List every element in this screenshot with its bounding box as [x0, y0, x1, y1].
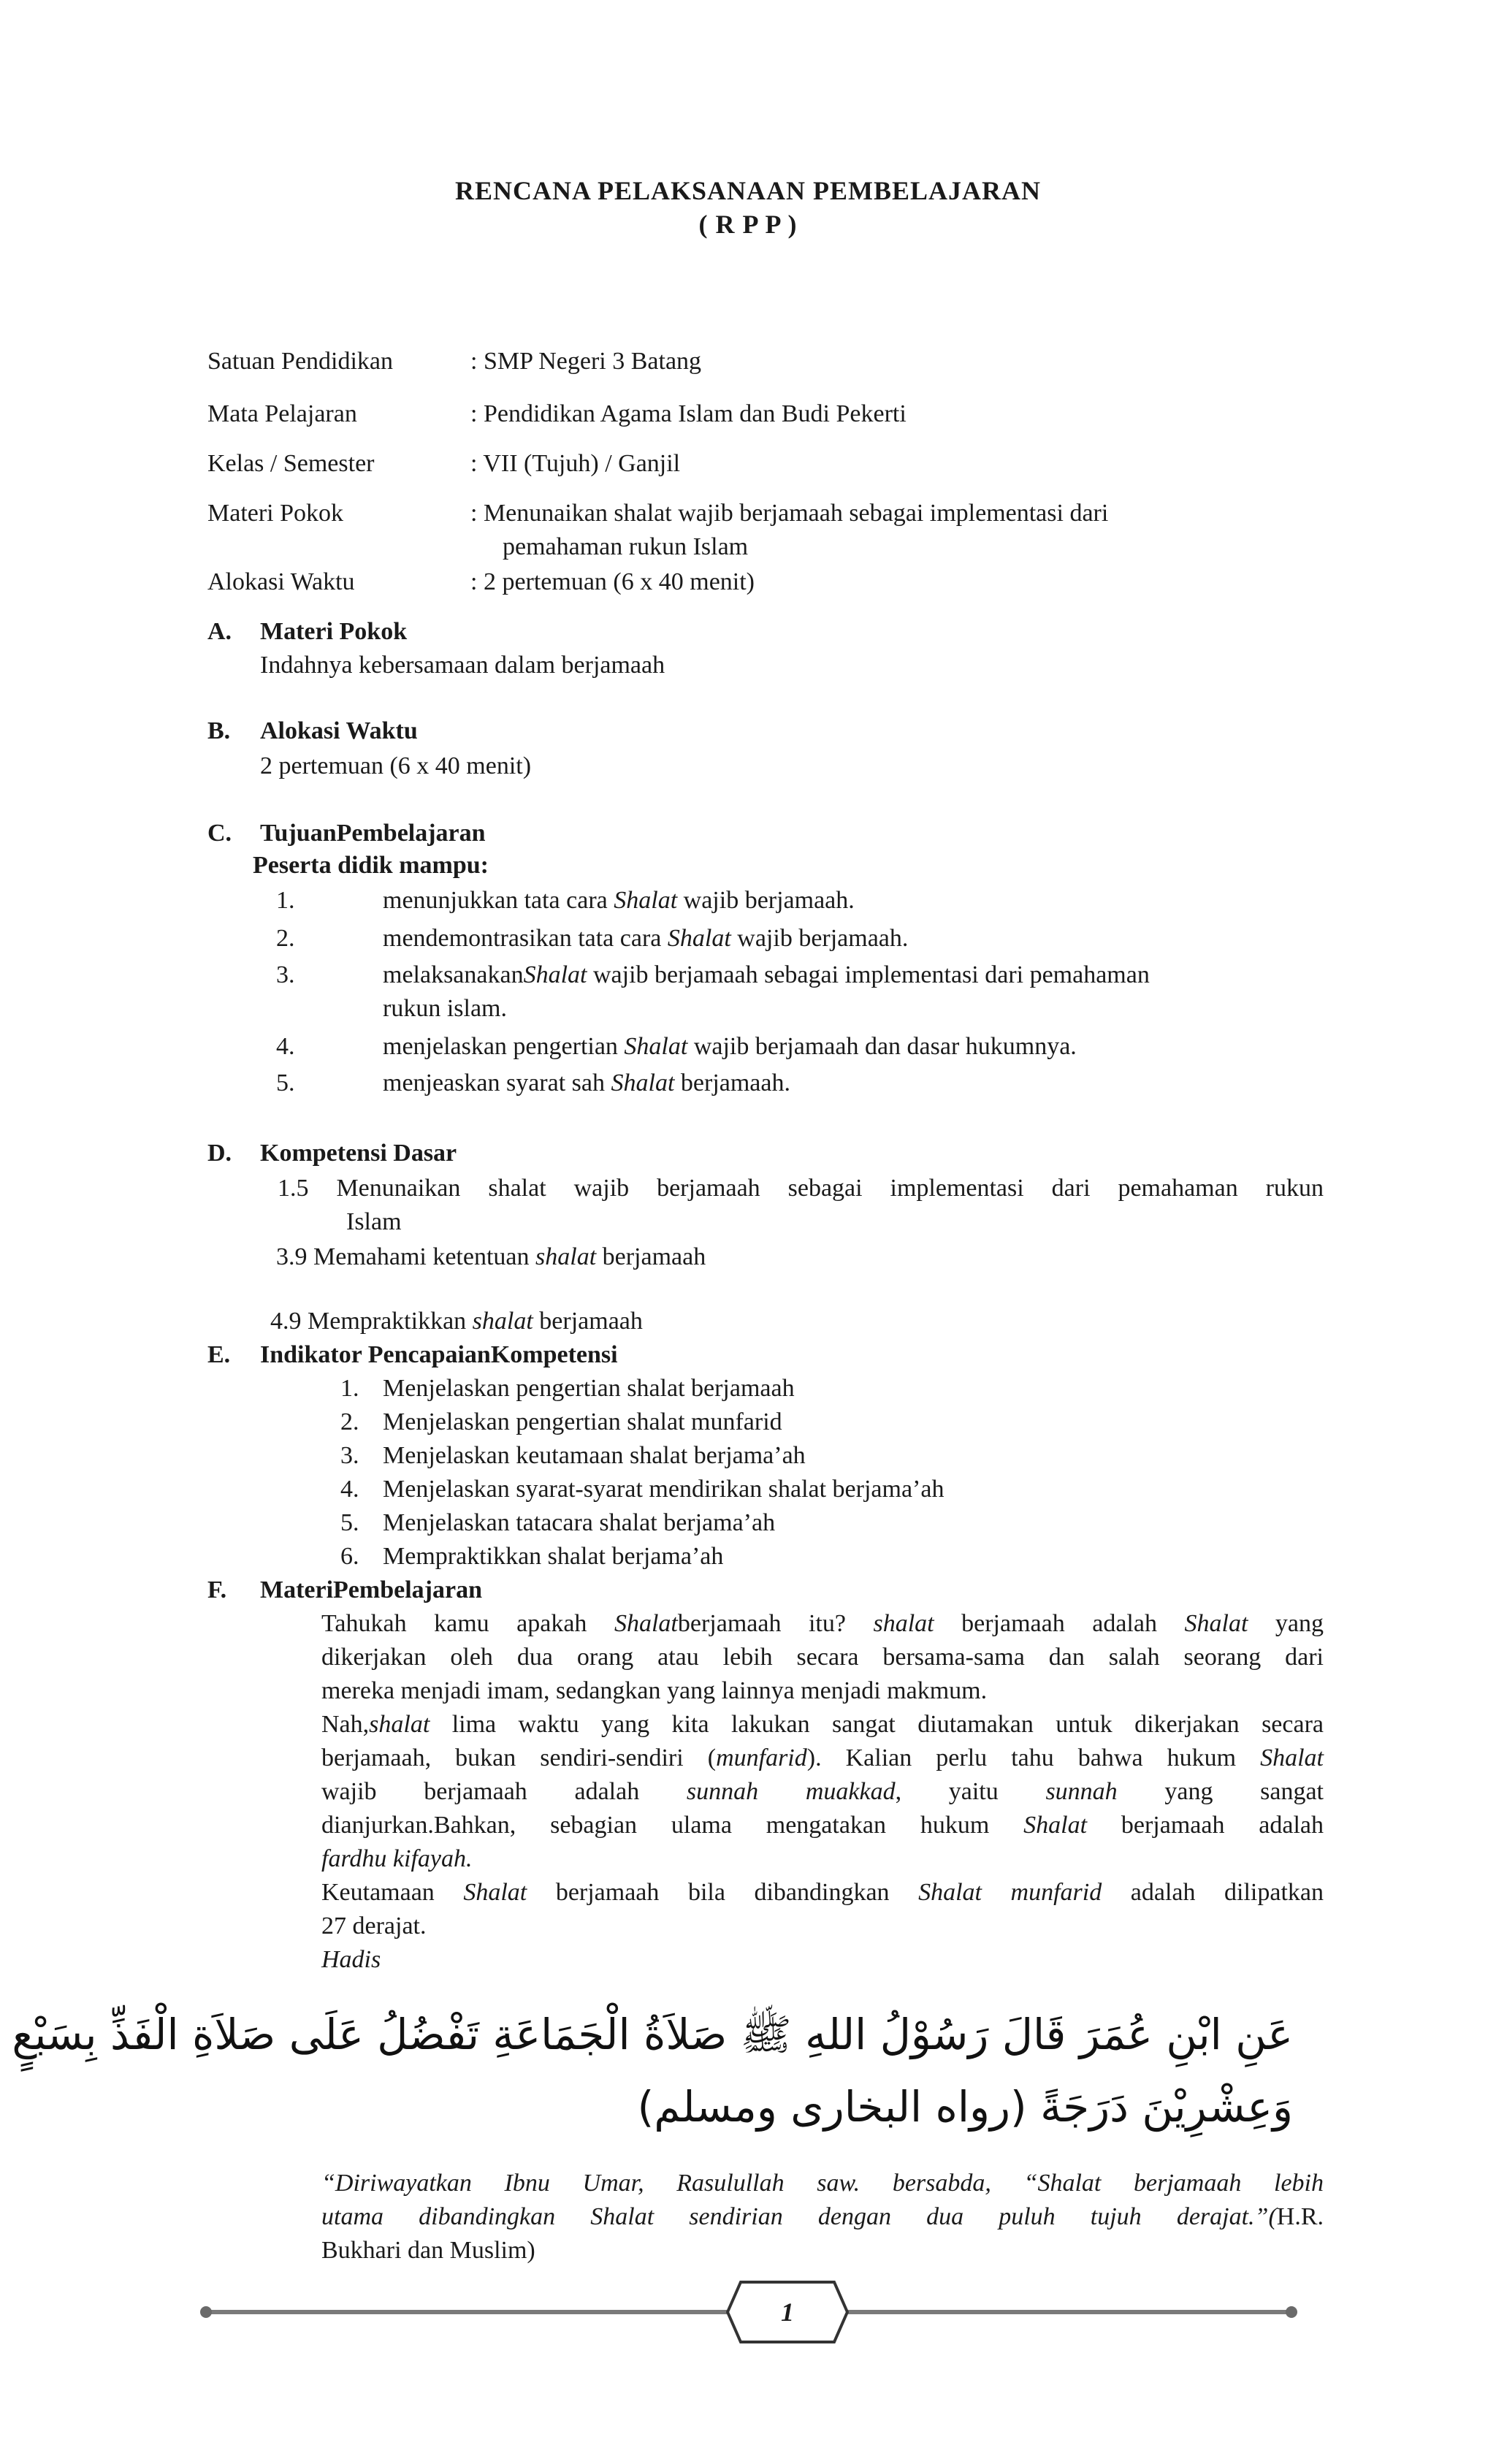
list-item: Menjelaskan keutamaan shalat berjama’ah [383, 1442, 806, 1469]
list-number: 2. [340, 1408, 359, 1435]
section-c-marker: C. [207, 820, 232, 847]
list-number: 5. [276, 1069, 295, 1096]
list-item: Mempraktikkan shalat berjama’ah [383, 1543, 724, 1570]
list-item: mendemontrasikan tata cara Shalat wajib berjamaah. [383, 925, 909, 952]
kd-item-continued: Islam [346, 1208, 402, 1235]
kd-item: 3.9 Memahami ketentuan shalat berjamaah [276, 1243, 706, 1270]
list-number: 1. [276, 887, 295, 914]
hadith-translation: “Diriwayatkan Ibnu Umar, Rasulullah saw. bersabda, “Shalat berjamaah lebih utama dibandingkan Shalat sendirian dengan dua puluh tujuh derajat.”(H.R. Bukhari dan Muslim) [321, 2170, 1324, 2264]
materi-paragraph-1: Tahukah kamu apakah Shalatberjamaah itu? shalat berjamaah adalah Shalat yang dikerjakan oleh dua orang atau lebih secara bersama-sama dan salah seorang dari mereka menjadi imam, sedangkan yang lainnya menjadi makmum. [321, 1610, 1324, 1704]
hadith-arabic-text [12, 2002, 1293, 2155]
section-e-marker: E. [207, 1341, 231, 1368]
list-number: 6. [340, 1543, 359, 1570]
list-number: 3. [340, 1442, 359, 1469]
list-item: menjelaskan pengertian Shalat wajib berjamaah dan dasar hukumnya. [383, 1033, 1077, 1060]
identity-value-continued: pemahaman rukun Islam [503, 533, 749, 560]
hadith-arabic-line: وَعِشْرِيْنَ دَرَجَةً (رواه البخارى ومسلم) [637, 2082, 1293, 2132]
section-f-heading: MateriPembelajaran [260, 1576, 482, 1603]
identity-value: : VII (Tujuh) / Ganjil [470, 450, 681, 477]
list-number: 1. [340, 1375, 359, 1402]
identity-value: : Menunaikan shalat wajib berjamaah sebagai implementasi dari [470, 500, 1109, 527]
section-c-heading: TujuanPembelajaran [260, 820, 486, 847]
section-a-text: Indahnya kebersamaan dalam berjamaah [260, 652, 665, 679]
list-number: 4. [340, 1476, 359, 1503]
section-a-heading: Materi Pokok [260, 618, 408, 645]
section-b-heading: Alokasi Waktu [260, 717, 418, 744]
section-b-text: 2 pertemuan (6 x 40 menit) [260, 752, 532, 779]
footer-rule-end [200, 2306, 212, 2318]
identity-value: : Pendidikan Agama Islam dan Budi Pekerti [470, 400, 907, 427]
list-item: menjeaskan syarat sah Shalat berjamaah. [383, 1069, 790, 1096]
section-f-marker: F. [207, 1576, 227, 1603]
list-item: melaksanakanShalat wajib berjamaah sebagai implementasi dari pemahaman [383, 961, 1150, 988]
document-title: RENCANA PELAKSANAAN PEMBELAJARAN [454, 176, 1042, 205]
list-number: 5. [340, 1509, 359, 1536]
page-number: 1 [781, 2297, 794, 2327]
identity-label: Kelas / Semester [207, 450, 375, 477]
section-c-subheading: Peserta didik mampu: [253, 852, 489, 879]
section-d-marker: D. [207, 1140, 232, 1167]
kd-item: 1.5 Menunaikan shalat wajib berjamaah sebagai implementasi dari pemahaman rukun [278, 1175, 1324, 1202]
list-item: menunjukkan tata cara Shalat wajib berjamaah. [383, 887, 855, 914]
section-e-heading: Indikator PencapaianKompetensi [260, 1341, 618, 1368]
identity-value: : SMP Negeri 3 Batang [470, 348, 702, 375]
hadith-arabic-line: عَنِ ابْنِ عُمَرَ قَالَ رَسُوْلُ اللهِ ﷺ صَلاَةُ الْجَمَاعَةِ تَفْضُلُ عَلَى صَلاَةِ الْفَذِّ بِسَبْعٍ [12, 2010, 1293, 2059]
list-item: Menjelaskan pengertian shalat berjamaah [383, 1375, 795, 1402]
materi-paragraph-2: Nah,shalat lima waktu yang kita lakukan sangat diutamakan untuk dikerjakan secara berjamaah, bukan sendiri-sendiri (munfarid). Kalian perlu tahu bahwa hukum Shalat wajib berjamaah adalah sunnah muakkad, yaitu sunnah yang sangat dianjurkan.Bahkan, sebagian ulama mengatakan hukum Shalat berjamaah adalah fardhu kifayah. [321, 1711, 1324, 1872]
footer-rule-end [1286, 2306, 1297, 2318]
section-b-marker: B. [207, 717, 231, 744]
section-d-heading: Kompetensi Dasar [260, 1140, 457, 1167]
identity-value: : 2 pertemuan (6 x 40 menit) [470, 568, 755, 595]
identity-label: Mata Pelajaran [207, 400, 357, 427]
list-item-continued: rukun islam. [383, 995, 507, 1022]
identity-label: Satuan Pendidikan [207, 348, 394, 375]
list-number: 3. [276, 961, 295, 988]
materi-paragraph-3: Keutamaan Shalat berjamaah bila dibandingkan Shalat munfarid adalah dilipatkan 27 derajat. Hadis [321, 1879, 1324, 1973]
list-item: Menjelaskan tatacara shalat berjama’ah [383, 1509, 776, 1536]
list-number: 4. [276, 1033, 295, 1060]
kd-item: 4.9 Mempraktikkan shalat berjamaah [270, 1308, 643, 1335]
list-item: Menjelaskan syarat-syarat mendirikan shalat berjama’ah [383, 1476, 944, 1503]
list-item: Menjelaskan pengertian shalat munfarid [383, 1408, 782, 1435]
identity-label: Materi Pokok [207, 500, 344, 527]
identity-label: Alokasi Waktu [207, 568, 355, 595]
document-subtitle: ( R P P ) [698, 210, 798, 239]
section-a-marker: A. [207, 618, 232, 645]
list-number: 2. [276, 925, 295, 952]
